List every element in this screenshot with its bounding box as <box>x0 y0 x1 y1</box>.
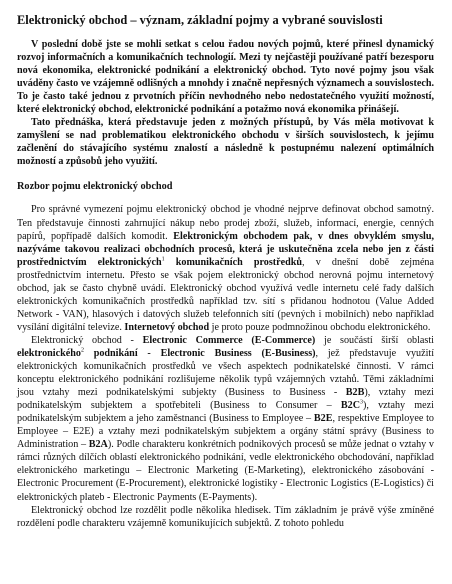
body-paragraph-2 <box>17 334 434 504</box>
emphasis-text: Electronic Commerce (E-Commerce) <box>142 334 316 346</box>
text-run: ). Podle charakteru konkrétních podnikových procesů se může jednat o vztahy v rámci různých dílčích oblastí elektronického podnikání, vedle elektronického obchodování, například elektronického marketingu – Electronic Marketing (E-Marketing), elektronického zásobování - Electronic Procurement (E-Procurement), elektronické logistiky - Electronic Logistics (E-Logistics) či elektronických plateb - Electronic Payments (E-Payments). <box>17 439 434 503</box>
intro-paragraph-1: V poslední době jste se mohli setkat s celou řadou nových pojmů, které přinesl dynamický rozvoj informačních a komunikačních technologií. Mezi ty nejčastěji používané patří bezesporu nová ekonomika, elektronické podnikání a elektronický obchod. Tyto nové pojmy jsou však uváděny často ve vzájemně odlišných a mnohdy i značně nepřesných významech a souvislostech. To je často také jednou z prvotních příčin nevhodného nebo nedostatečného využití možností, které elektronický obchod, elektronické podnikání a potažmo nová ekonomika přinášejí. <box>17 39 434 116</box>
document-title: Elektronický obchod – význam, základní pojmy a vybrané souvislosti <box>17 13 383 27</box>
text-run: , respektive Employee to Employee – E2E) a vztahy mezi podnikatelským subjektem a orgány státní správy (Business to Administration – <box>17 413 434 451</box>
text-run: je proto pouze podmnožinou obchodu elektronického. <box>209 321 431 333</box>
definition-text: komunikačních prostředků <box>164 256 303 268</box>
emphasis-text: B2E <box>313 413 333 425</box>
text-run: je součástí širší oblasti <box>315 334 434 346</box>
emphasis-text: Internetový obchod <box>124 321 210 333</box>
text-run: , v dnešní době zejména prostřednictvím internetu. Přesto se však pojem elektronický obchod nerovná pojmu internetový obchod, jak se často chybně uvádí. Elektronický obchod využívá vedle internetu celé řady dalších elektronických komunikačních prostředků například tzv. sítí s přidanou hodnotou (Value Added Network - VAN), hlasových i datových služeb telefonních sítí (pevných i mobilních) nebo například vysílání digitální televize. <box>17 256 434 333</box>
body-paragraph-3: Elektronický obchod lze rozdělit podle několika hledisek. Tím základním je právě výše zmíněné rozdělení podle charakteru vzájemně komunikujících subjektů. Z tohoto pohledu <box>17 504 434 529</box>
definition-text: Elektronickým obchodem pak, v dnes obvyklém smyslu, nazýváme takovou realizaci obchodních procesů, která je uskutečněna zcela nebo jen z části prostřednictvím elektronických <box>17 230 434 268</box>
spacer <box>17 168 434 180</box>
section-heading: Rozbor pojmu elektronický obchod <box>17 181 173 193</box>
text-run: ), vztahy mezi podnikatelským subjektem a jeho zaměstnanci (Business to Employee – <box>17 400 434 425</box>
text-run: Elektronický obchod - <box>31 334 143 346</box>
footnote-ref: 3 <box>360 399 364 406</box>
footnote-ref: 2 <box>80 347 84 354</box>
text-run: ), vztahy mezi podnikatelským subjektem a spotřebiteli (Business to Consumer – <box>17 387 434 412</box>
emphasis-text: elektronického <box>17 347 81 359</box>
text-run: Pro správné vymezení pojmu elektronický obchod je vhodné nejprve definovat obchod samotný. Ten představuje činnosti zahrnující nákup nebo prodej zboží, služeb, informací, energie, cenných papírů, popřípadě dalších komodit. <box>17 204 434 242</box>
emphasis-text: podnikání - Electronic Business (E-Business) <box>83 347 316 359</box>
emphasis-text: B2C <box>340 400 361 412</box>
text-run: , jež představuje využití elektronických komunikačních prostředků ve všech aspektech podnikatelské činnosti. V rámci konceptu elektronického podnikání rozlišujeme několik typů vzájemných vztahů. Těmi základními jsou vztahy mezi podnikatelskými subjekty (Business to Business - <box>17 347 435 399</box>
emphasis-text: B2A <box>88 439 108 451</box>
emphasis-text: B2B <box>345 387 365 399</box>
spacer <box>17 193 434 203</box>
body-paragraph-1 <box>17 203 434 333</box>
intro-paragraph-2: Tato přednáška, která představuje jeden z možných přístupů, by Vás měla motivovat k zamyšlení se nad problematikou elektronického obchodu v širších souvislostech, k jejímu začlenění do stávajícího systému znalostí a následně k postupnému nalezení optimálních možností a způsobů jeho využití. <box>17 117 434 168</box>
footnote-ref: 1 <box>161 256 165 263</box>
